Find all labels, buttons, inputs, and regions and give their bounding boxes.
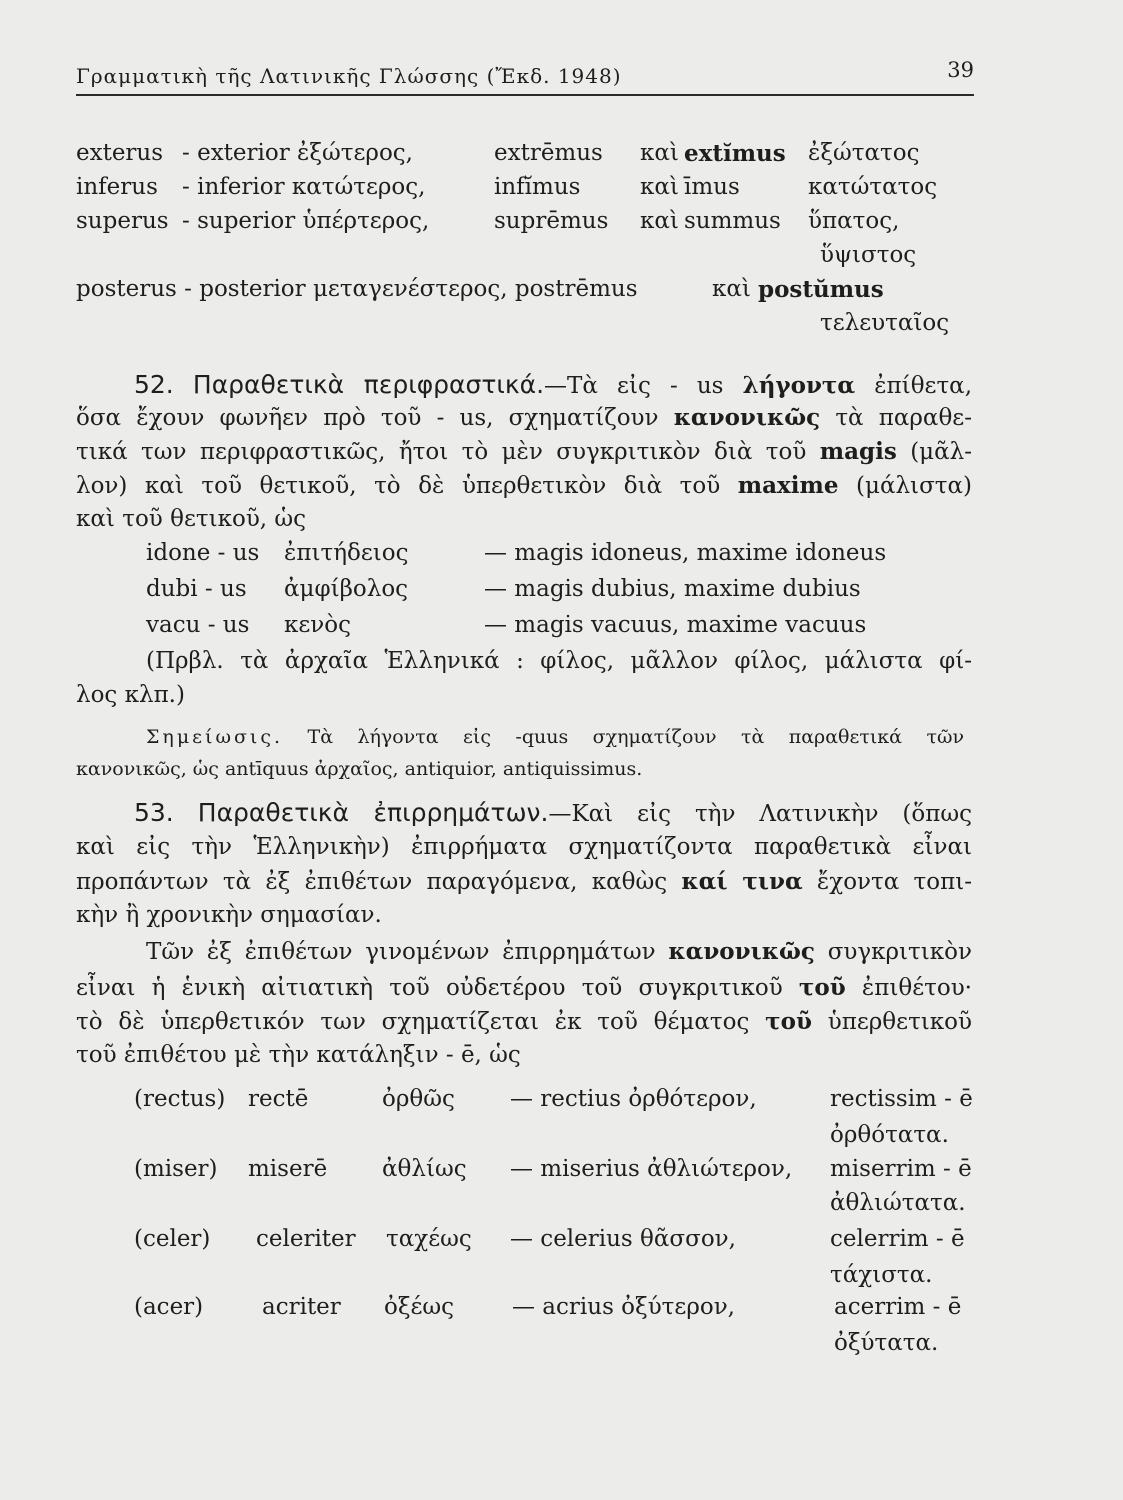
- comparative-positive: superus: [76, 208, 169, 234]
- example-forms: — magis vacuus, maxime vacuus: [484, 612, 867, 638]
- section-heading: Παραθετικὰ περιφραστικά.: [192, 370, 545, 399]
- comparative-line: posterus - posterior μεταγενέστερος, postrēmus: [76, 276, 638, 302]
- comparative-positive: exterus: [76, 140, 164, 166]
- text: ἐπίθετα,: [874, 373, 973, 399]
- note-text: Τὰ λήγοντα εἰς -quus σχηματίζουν τὰ παραθετικά τῶν: [307, 726, 964, 748]
- text: εἶναι ἡ ἑνικὴ αἰτιατικὴ τοῦ οὐδετέρου τοῦ συγκριτικοῦ: [76, 975, 783, 1001]
- example-greek: ἐπιτήδειος: [284, 540, 409, 566]
- comparative-positive: inferus: [76, 174, 158, 200]
- comparative-form: - exterior ἐξώτερος,: [182, 140, 413, 166]
- section-53-para2-line-4: τοῦ ἐπιθέτου μὲ τὴν κατάληξιν - ē, ὡς: [76, 1042, 521, 1068]
- example-greek: κενὸς: [284, 612, 352, 638]
- adverb-greek: ὀξέως: [384, 1294, 455, 1320]
- text: Τῶν ἐξ ἐπιθέτων γινομένων ἐπιρρημάτων: [146, 939, 656, 965]
- emphasis: maxime: [737, 472, 839, 499]
- note-label: Σημείωσις.: [146, 726, 284, 748]
- example-stem: idone - us: [146, 540, 260, 566]
- text: (μᾶλ-: [910, 439, 973, 465]
- emphasis: καί τινα: [681, 868, 803, 895]
- adverb-adjective: (miser): [134, 1156, 218, 1182]
- section-53-para2-line-1: [146, 940, 972, 964]
- header-title: Γραμματικὴ τῆς Λατινικῆς Γλώσσης (Ἔκδ. 1948): [76, 64, 622, 88]
- text: Τὰ εἰς - us: [567, 373, 724, 399]
- emphasis: κανονικῶς: [673, 404, 821, 431]
- section-53-line-3: [76, 870, 972, 894]
- greek-gloss: ὕπατος,: [808, 208, 900, 234]
- adverb-form: miserē: [248, 1156, 328, 1182]
- text: Καὶ εἰς τὴν Λατινικὴν (ὅπως: [571, 801, 973, 827]
- section-52-line-2: [76, 406, 972, 430]
- adverb-greek: ἀθλίως: [382, 1156, 467, 1182]
- superlative-form: suprēmus: [494, 208, 609, 234]
- section-53-line-4: κὴν ἢ χρονικὴν σημασίαν.: [76, 902, 382, 928]
- text: (μάλιστα): [856, 473, 973, 499]
- section-53-para2-line-3: [76, 1010, 972, 1034]
- adverb-superlative: miserrim - ē: [830, 1156, 972, 1182]
- emphasis: λήγοντα: [742, 372, 856, 399]
- section-52-line-5: καὶ τοῦ θετικοῦ, ὡς: [76, 506, 307, 532]
- conjunction: καὶ: [640, 140, 679, 166]
- text: συγκριτικὸν: [827, 939, 973, 965]
- text: ὑπερθετικοῦ: [827, 1009, 973, 1035]
- section-52-line-1: [134, 372, 972, 398]
- adverb-comparative: — acrius ὀξύτερον,: [512, 1294, 735, 1320]
- comparative-form: - inferior κατώτερος,: [182, 174, 426, 200]
- adverb-superlative-greek: ἀθλιώτατα.: [830, 1190, 966, 1216]
- conjunction: καὶ: [640, 174, 679, 200]
- greek-comparison: (Πρβλ. τὰ ἀρχαῖα Ἑλληνικά : φίλος, μᾶλλον φίλος, μάλιστα φί-: [146, 648, 972, 674]
- greek-gloss: κατώτατος: [808, 174, 938, 200]
- superlative-form: infĭmus: [494, 174, 581, 200]
- adverb-superlative: celerrim - ē: [830, 1226, 965, 1252]
- section-53-line-2: καὶ εἰς τὴν Ἑλληνικὴν) ἐπιρρήματα σχηματίζοντα παραθετικὰ εἶναι: [76, 834, 972, 860]
- adverb-form: acriter: [262, 1294, 341, 1320]
- example-stem: dubi - us: [146, 576, 247, 602]
- adverb-comparative: — rectius ὀρθότερον,: [510, 1086, 757, 1112]
- superlative-form: īmus: [684, 174, 740, 200]
- adverb-form: rectē: [248, 1086, 309, 1112]
- adverb-greek: ὀρθῶς: [382, 1086, 455, 1112]
- section-heading: Παραθετικὰ ἐπιρρημάτων.: [197, 798, 549, 827]
- section-number: 52.: [134, 370, 174, 399]
- adverb-adjective: (celer): [134, 1226, 211, 1252]
- running-header: [76, 58, 974, 96]
- adverb-comparative: — miserius ἀθλιώτερον,: [510, 1156, 793, 1182]
- text: ἔχοντα τοπι-: [816, 869, 973, 895]
- page-number: 39: [947, 58, 974, 82]
- greek-gloss: ἐξώτατος: [808, 140, 920, 166]
- dash: —: [548, 801, 572, 827]
- adverb-superlative: acerrim - ē: [834, 1294, 962, 1320]
- adverb-superlative-greek: τάχιστα.: [830, 1262, 933, 1288]
- section-52-line-4: [76, 474, 972, 498]
- adverb-adjective: (rectus): [134, 1086, 226, 1112]
- dash: —: [544, 373, 568, 399]
- conjunction: καὶ: [712, 276, 751, 302]
- greek-gloss: τελευταῖος: [820, 310, 950, 336]
- note-line-2: κανονικῶς, ὡς antīquus ἀρχαῖος, antiquior, antiquissimus.: [76, 758, 643, 780]
- adverb-greek: ταχέως: [386, 1226, 472, 1252]
- example-stem: vacu - us: [146, 612, 250, 638]
- adverb-form: celeriter: [256, 1226, 356, 1252]
- comparative-form: - superior ὑπέρτερος,: [182, 208, 430, 234]
- superlative-form: summus: [684, 208, 781, 234]
- example-greek: ἀμφίβολος: [284, 576, 409, 602]
- section-number: 53.: [134, 798, 174, 827]
- example-forms: — magis idoneus, maxime idoneus: [484, 540, 887, 566]
- text: ὅσα ἔχουν φωνῆεν πρὸ τοῦ - us, σχηματίζουν: [76, 405, 659, 431]
- text: τὰ παραθε-: [835, 405, 972, 431]
- conjunction: καὶ: [640, 208, 679, 234]
- superlative-form: postŭmus: [758, 276, 884, 303]
- emphasis: κανονικῶς: [668, 938, 815, 965]
- greek-comparison: λος κλπ.): [76, 682, 185, 708]
- note-line-1: [146, 728, 964, 747]
- superlative-form: extĭmus: [684, 140, 786, 167]
- adverb-adjective: (acer): [134, 1294, 204, 1320]
- text: ἐπιθέτου·: [861, 975, 972, 1001]
- adverb-comparative: — celerius θᾶσσον,: [510, 1226, 736, 1252]
- text: τικά των περιφραστικῶς, ἤτοι τὸ μὲν συγκριτικὸν διὰ τοῦ: [76, 439, 807, 465]
- emphasis: τοῦ: [765, 1008, 812, 1035]
- emphasis: τοῦ: [798, 974, 846, 1001]
- greek-gloss: ὕψιστος: [820, 242, 917, 268]
- example-forms: — magis dubius, maxime dubius: [484, 576, 861, 602]
- text: τὸ δὲ ὑπερθετικόν των σχηματίζεται ἐκ τοῦ θέματος: [76, 1009, 750, 1035]
- emphasis: magis: [819, 438, 897, 465]
- section-53-para2-line-2: [76, 976, 972, 1000]
- adverb-superlative-greek: ὀρθότατα.: [830, 1122, 949, 1148]
- section-53-line-1: [134, 800, 972, 826]
- superlative-form: extrēmus: [494, 140, 603, 166]
- section-52-line-3: [76, 440, 972, 464]
- text: προπάντων τὰ ἐξ ἐπιθέτων παραγόμενα, καθὼς: [76, 869, 668, 895]
- adverb-superlative: rectissim - ē: [830, 1086, 973, 1112]
- adverb-superlative-greek: ὀξύτατα.: [834, 1330, 939, 1356]
- text: λον) καὶ τοῦ θετικοῦ, τὸ δὲ ὑπερθετικὸν διὰ τοῦ: [76, 473, 721, 499]
